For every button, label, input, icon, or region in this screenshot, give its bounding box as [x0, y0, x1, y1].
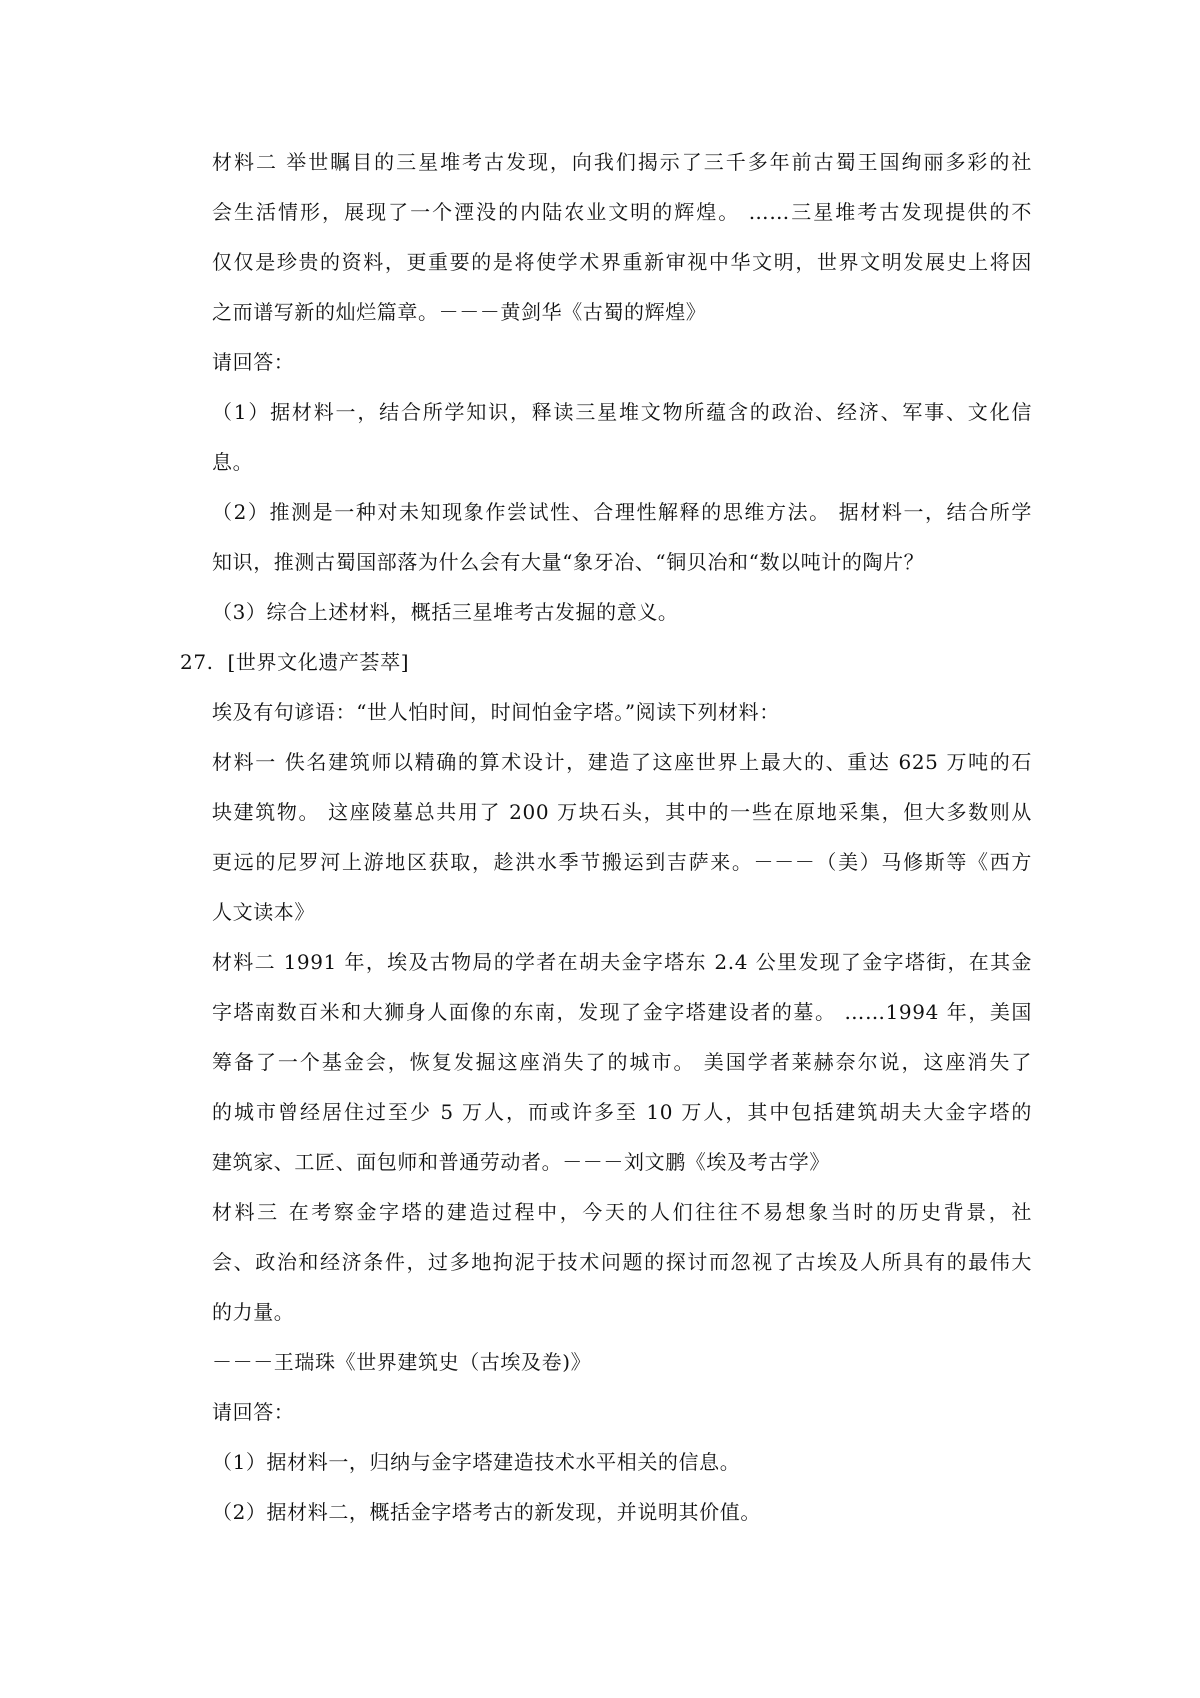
question-line: （2）据材料二，概括金字塔考古的新发现，并说明其价值。 — [212, 1500, 761, 1524]
text-line: 块建筑物。 这座陵墓总共用了 200 万块石头，其中的一些在原地采集，但大多数则从 — [212, 800, 1032, 824]
text-line: 请回答： — [212, 350, 295, 374]
text-line: 请回答： — [212, 1400, 295, 1424]
text-line: 知识，推测古蜀国部落为什么会有大量“象牙冶、“铜贝冶和“数以吨计的陶片？ — [212, 550, 925, 574]
text-line: 会、政治和经济条件，过多地拘泥于技术问题的探讨而忽视了古埃及人所具有的最伟大 — [212, 1250, 1032, 1274]
question-heading: 27. [世界文化遗产荟萃] — [180, 650, 410, 674]
text-line: 的力量。 — [212, 1300, 295, 1324]
question-line: （1）据材料一，归纳与金字塔建造技术水平相关的信息。 — [212, 1450, 741, 1474]
text-line: 会生活情形，展现了一个湮没的内陆农业文明的辉煌。 ……三星堆考古发现提供的不 — [212, 200, 1032, 224]
text-line: 息。 — [212, 450, 254, 474]
text-line: 材料二 举世瞩目的三星堆考古发现，向我们揭示了三千多年前古蜀王国绚丽多彩的社 — [212, 150, 1032, 174]
text-line: 更远的尼罗河上游地区获取，趁洪水季节搬运到吉萨来。－－－（美）马修斯等《西方 — [212, 850, 1032, 874]
text-line: －－－王瑞珠《世界建筑史（古埃及卷)》 — [212, 1350, 592, 1374]
text-line: 筹备了一个基金会，恢复发掘这座消失了的城市。 美国学者莱赫奈尔说，这座消失了 — [212, 1050, 1032, 1074]
text-line: 材料二 1991 年，埃及古物局的学者在胡夫金字塔东 2.4 公里发现了金字塔街，在其金 — [212, 950, 1032, 974]
question-line: （2）推测是一种对未知现象作尝试性、合理性解释的思维方法。 据材料一，结合所学 — [212, 500, 1032, 524]
text-line: 材料一 佚名建筑师以精确的算术设计，建造了这座世界上最大的、重达 625 万吨的石 — [212, 750, 1032, 774]
text-line: 建筑家、工匠、面包师和普通劳动者。－－－刘文鹏《埃及考古学》 — [212, 1150, 830, 1174]
text-line: 的城市曾经居住过至少 5 万人，而或许多至 10 万人，其中包括建筑胡夫大金字塔的 — [212, 1100, 1032, 1124]
text-line: 埃及有句谚语：“世人怕时间，时间怕金字塔。”阅读下列材料： — [212, 700, 780, 724]
text-line: 材料三 在考察金字塔的建造过程中，今天的人们往往不易想象当时的历史背景，社 — [212, 1200, 1032, 1224]
text-line: 仅仅是珍贵的资料，更重要的是将使学术界重新审视中华文明，世界文明发展史上将因 — [212, 250, 1032, 274]
text-line: 之而谱写新的灿烂篇章。－－－黄剑华《古蜀的辉煌》 — [212, 300, 707, 324]
question-line: （3）综合上述材料，概括三星堆考古发掘的意义。 — [212, 600, 679, 624]
text-line: 字塔南数百米和大狮身人面像的东南，发现了金字塔建设者的墓。 ……1994 年，美国 — [212, 1000, 1032, 1024]
text-line: 人文读本》 — [212, 900, 315, 924]
question-line: （1）据材料一，结合所学知识，释读三星堆文物所蕴含的政治、经济、军事、文化信 — [212, 400, 1032, 424]
